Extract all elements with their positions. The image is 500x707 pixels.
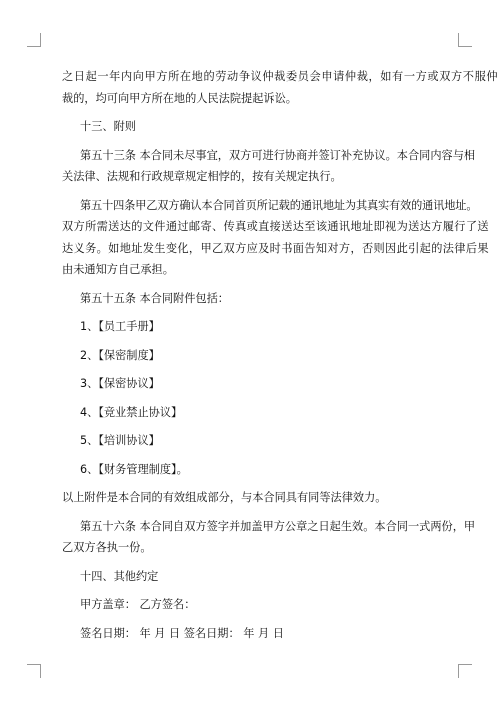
document-body (62, 66, 499, 644)
list-item: 3、【保密协议】 (80, 377, 160, 390)
section-heading: 十四、其他约定 (80, 569, 159, 583)
signature-line: 甲方盖章： 乙方签名： (80, 598, 196, 611)
paragraph-line: 第五十六条 本合同自双方签字并加盖甲方公章之日起生效。本合同一式两份，甲 (80, 519, 476, 533)
paragraph-line: 第五十五条 本合同附件包括： (80, 291, 229, 305)
paragraph-line: 之日起一年内向甲方所在地的劳动争议仲裁委员会申请仲裁，如有一方或双方不服仲 (62, 70, 499, 83)
list-item: 2、【保密制度】 (80, 348, 160, 362)
paragraph-line: 裁的，均可向甲方所在地的人民法院提起诉讼。 (62, 91, 297, 105)
paragraph-line: 关法律、法规和行政规章规定相悖的，按有关规定执行。 (62, 170, 342, 183)
section-heading: 十三、附则 (80, 120, 136, 133)
paragraph-line: 达义务。如地址发生变化，甲乙双方应及时书面告知对方，否则因此引起的法律后果 (62, 241, 489, 255)
paragraph-line: 双方所需送达的文件通过邮寄、传真或直接送达至该通讯地址即视为送达方履行了送 (62, 220, 489, 233)
paragraph-line: 由未通知方自己承担。 (62, 263, 174, 276)
list-item: 1、【员工手册】 (80, 320, 160, 333)
crop-mark-top-left (27, 33, 41, 47)
list-item: 6、【财务管理制度】。 (80, 462, 188, 476)
crop-mark-bottom-left (27, 664, 41, 678)
date-line: 签名日期： 年 月 日 签名日期： 年 月 日 (80, 626, 284, 640)
paragraph-line: 第五十四条甲乙双方确认本合同首页所记载的通讯地址为其真实有效的通讯地址。 (80, 198, 478, 212)
paragraph-line: 乙双方各执一份。 (62, 541, 152, 554)
list-item: 4、【竞业禁止协议】 (80, 405, 183, 419)
paragraph-line: 第五十三条 本合同未尽事宜，双方可进行协商并签订补充协议。本合同内容与相 (80, 148, 476, 162)
crop-mark-bottom-right (458, 664, 472, 678)
paragraph-line: 以上附件是本合同的有效组成部分，与本合同具有同等法律效力。 (62, 491, 387, 504)
list-item: 5、【培训协议】 (80, 434, 160, 447)
crop-mark-top-right (458, 33, 472, 47)
